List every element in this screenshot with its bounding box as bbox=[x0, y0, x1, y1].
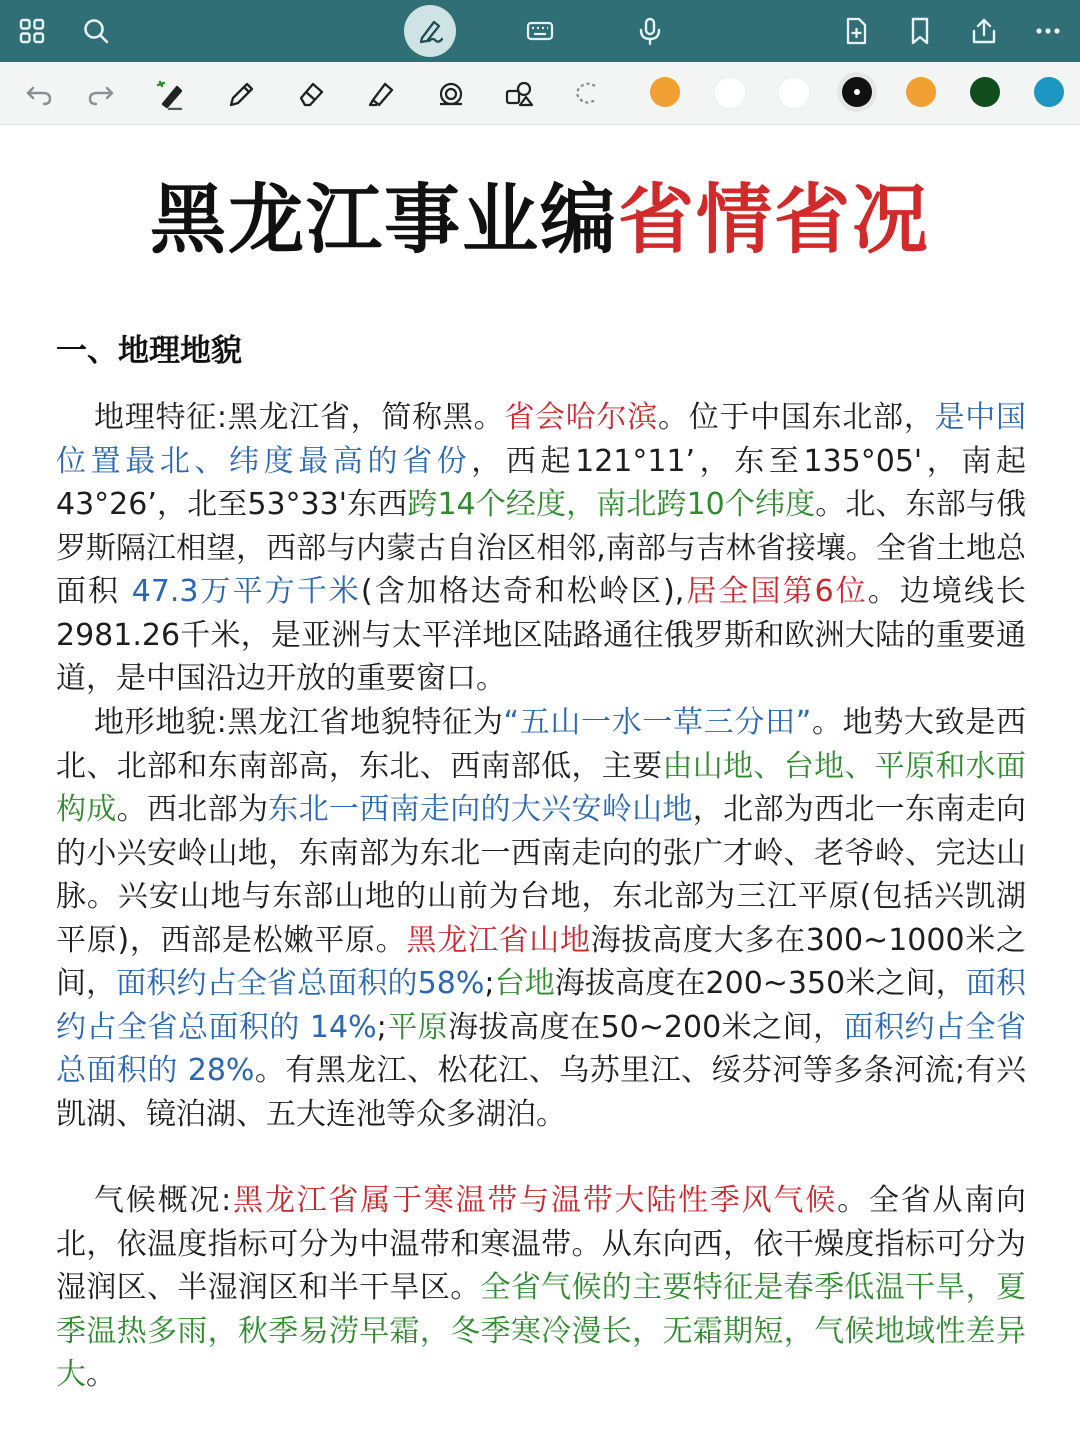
paragraph-climate: 气候概况:黑龙江省属于寒温带与温带大陆性季风气候。全省从南向北，依温度指标可分为中温带和寒温带。从东向西，依干燥度指标可分为湿润区、半湿润区和半干旱区。全省气候的主要特征是春季低温干旱，夏季温热多雨，秋季易涝早霜，冬季寒冷漫长，无霜期短，气候地域性差异大。 bbox=[56, 1183, 1027, 1392]
section-heading: 一、地理地貌 bbox=[56, 333, 242, 369]
lasso-icon[interactable] bbox=[566, 73, 608, 115]
share-icon[interactable] bbox=[962, 9, 1006, 53]
note-page[interactable] bbox=[0, 125, 1080, 1440]
shape-icon[interactable] bbox=[430, 73, 472, 115]
pen-mode-icon bbox=[415, 16, 445, 46]
eraser-icon[interactable] bbox=[290, 73, 332, 115]
page-title: 黑龙江事业编省情省况 bbox=[150, 175, 930, 264]
highlighter-icon[interactable] bbox=[360, 73, 402, 115]
color-swatch-blue[interactable] bbox=[1034, 77, 1064, 107]
microphone-icon[interactable] bbox=[628, 9, 672, 53]
paragraph-terrain: 地形地貌:黑龙江省地貌特征为“五山一水一草三分田”。地势大致是西北、北部和东南部高，东北、西南部低，主要由山地、台地、平原和水面构成。西北部为东北一西南走向的大兴安岭山地，北部为西北一东南走向的小兴安岭山地，东南部为东北一西南走向的张广才岭、老爷岭、完达山脉。兴安山地与东部山地的山前为台地，东北部为三江平原(包括兴凯湖平原)，西部是松嫩平原。黑龙江省山地海拔高度大多在300~1000米之间，面积约占全省总面积的58%;台地海拔高度在200~350米之间，面积约占全省总面积的 14%;平原海拔高度在50~200米之间，面积约占全省总面积的 28%。有黑龙江、松花江、乌苏里江、绥芬河等多条河流;有兴凯湖、镜泊湖、五大连池等众多湖泊。 bbox=[56, 705, 1027, 1132]
bookmark-icon[interactable] bbox=[898, 9, 942, 53]
search-icon[interactable] bbox=[74, 9, 118, 53]
color-swatch-black-selected[interactable] bbox=[842, 77, 872, 107]
grid-icon[interactable] bbox=[10, 9, 54, 53]
more-icon[interactable] bbox=[1026, 9, 1070, 53]
keyboard-icon[interactable] bbox=[518, 9, 562, 53]
pen-mode-button[interactable] bbox=[404, 5, 456, 57]
color-swatch-white-2[interactable] bbox=[778, 77, 810, 109]
add-page-icon[interactable] bbox=[834, 9, 878, 53]
smart-pen-icon[interactable] bbox=[150, 73, 192, 115]
redo-icon[interactable] bbox=[80, 73, 122, 115]
undo-icon[interactable] bbox=[18, 73, 60, 115]
color-swatch-white[interactable] bbox=[714, 77, 746, 109]
image-icon[interactable] bbox=[498, 73, 540, 115]
pencil-icon[interactable] bbox=[220, 73, 262, 115]
selected-indicator bbox=[854, 89, 860, 95]
color-swatch-orange[interactable] bbox=[650, 77, 680, 107]
color-swatch-dark-green[interactable] bbox=[970, 77, 1000, 107]
app-top-bar bbox=[0, 0, 1080, 62]
paragraph-geography: 地理特征:黑龙江省，简称黑。省会哈尔滨。位于中国东北部，是中国位置最北、纬度最高的省份，西起121°11’，东至135°05'，南起43°26’，北至53°33'东西跨14个经度，南北跨10个纬度。北、东部与俄罗斯隔江相望，西部与内蒙古自治区相邻,南部与吉林省接壤。全省土地总面积 47.3万平方千米(含加格达奇和松岭区),居全国第6位。边境线长2981.26千米，是亚洲与太平洋地区陆路通往俄罗斯和欧洲大陆的重要通道，是中国沿边开放的重要窗口。 bbox=[56, 400, 1027, 696]
color-swatch-orange-2[interactable] bbox=[906, 77, 936, 107]
